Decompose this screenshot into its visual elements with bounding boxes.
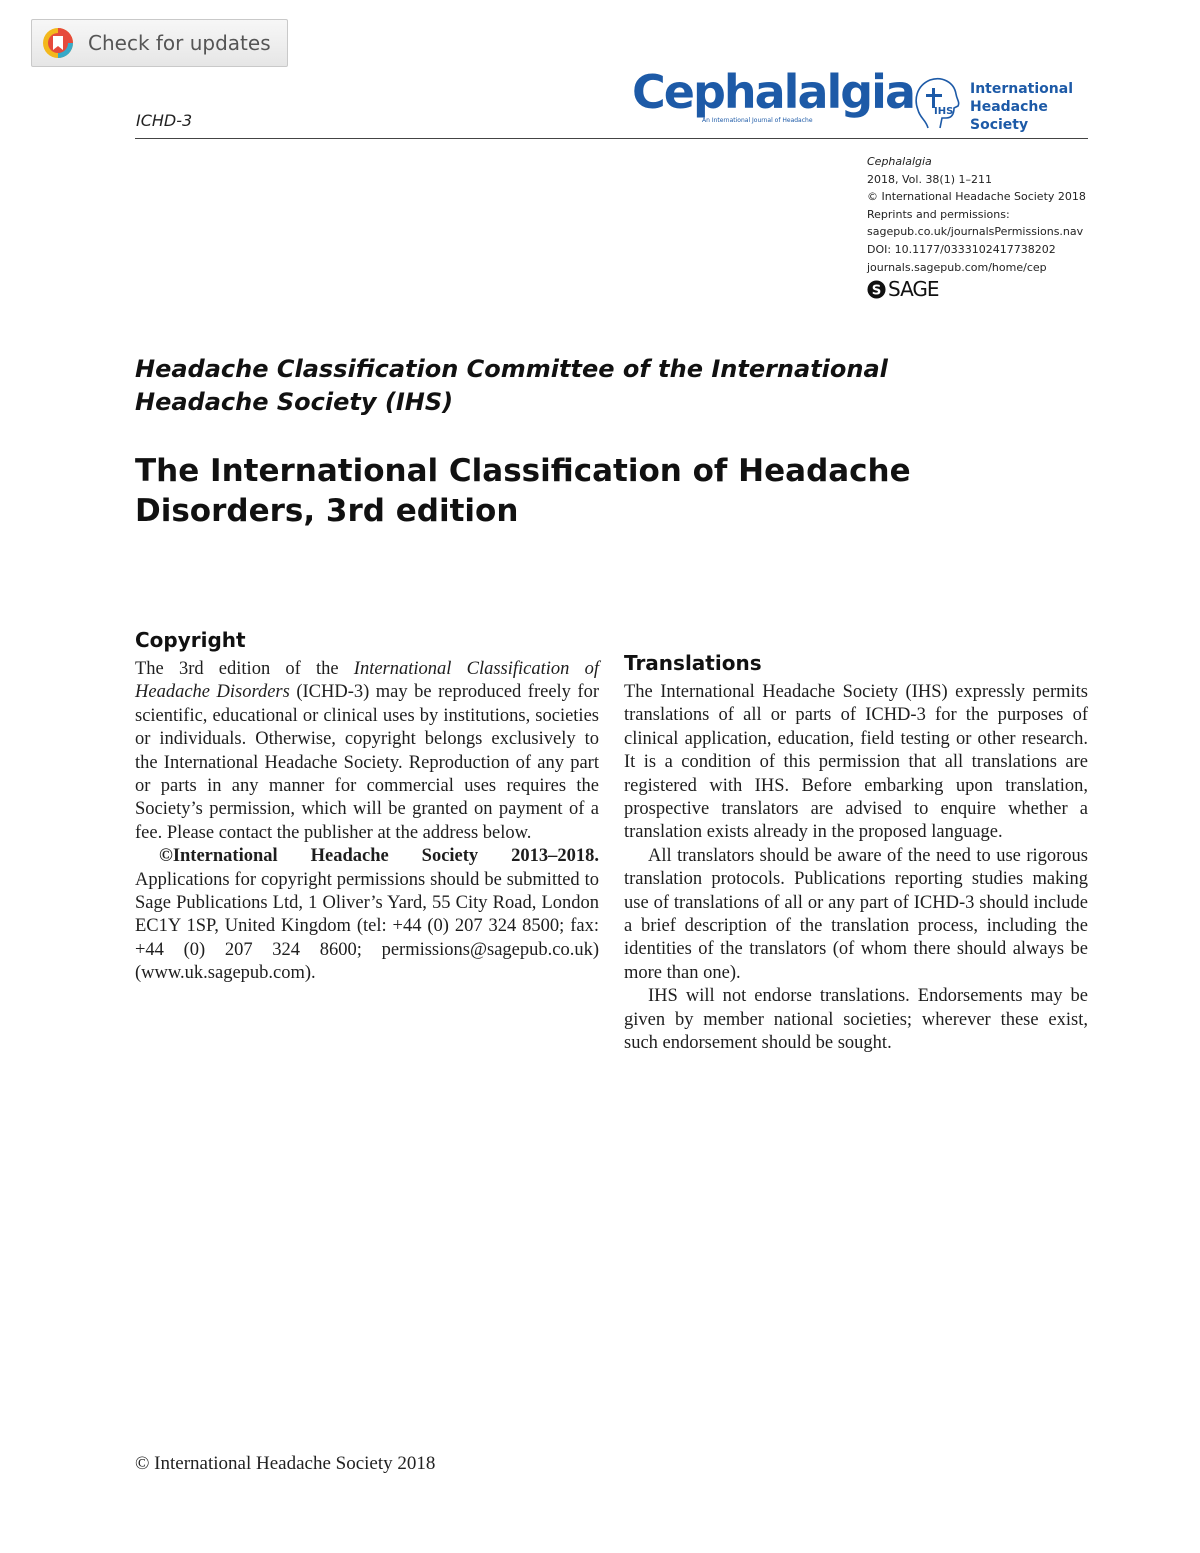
meta-journal-link[interactable]: journals.sagepub.com/home/cep — [867, 260, 1047, 274]
footer-copyright: © International Headache Society 2018 — [135, 1453, 436, 1474]
running-head: ICHD-3 — [136, 111, 193, 130]
society-name-line1: International — [970, 81, 1074, 97]
meta-copyright: © International Headache Society 2018 — [867, 190, 1086, 204]
translations-section — [624, 649, 1088, 1056]
translations-heading: Translations — [624, 651, 762, 675]
head-profile-icon — [908, 74, 964, 130]
publisher-name: SAGE — [888, 276, 939, 301]
meta-journal: Cephalalgia — [867, 155, 932, 168]
journal-subtitle: An International Journal of Headache — [702, 117, 813, 124]
society-logo — [908, 74, 1090, 132]
society-name — [970, 80, 1090, 134]
article-metadata — [867, 153, 1086, 299]
meta-doi[interactable]: DOI: 10.1177/0333102417738202 — [867, 242, 1056, 256]
translations-paragraph-1: The International Headache Society (IHS) expressly permits translations of all or parts of ICHD-3 for the purposes of clinical application, education, field testing or other research. It is a condition of this permission that all translations are registered with IHS. Before embarking upon translation, prospective translators are advised to enquire whether a translation exists already in the proposed language. — [624, 682, 1088, 843]
copyright-p2-rest: Applications for copyright permissions should be submitted to Sage Publications Ltd, 1 Oliver’s Yard, 55 City Road, London EC1Y 1SP, United Kingdom (tel: +44 (0) 207 324 8500; fax: +44 (0) 207 324 8600; permissions@sagepub.co.uk) (www.uk.sagepub.com). — [135, 869, 599, 984]
copyright-p1-start: The 3rd edition of the — [135, 659, 354, 679]
ihs-abbrev: IHS — [934, 106, 954, 117]
copyright-paragraph-1 — [135, 658, 599, 845]
svg-text:S: S — [871, 283, 882, 299]
society-name-line2: Headache Society — [970, 99, 1048, 133]
article-title: The International Classification of Headache Disorders, 3rd edition — [135, 453, 911, 529]
header-rule — [135, 138, 1088, 139]
copyright-heading: Copyright — [135, 628, 246, 652]
crossmark-icon — [42, 27, 74, 59]
check-for-updates-button[interactable] — [31, 19, 288, 67]
author-committee: Headache Classification Committee of the International Headache Society (IHS) — [135, 355, 888, 416]
copyright-p2-bold: ©International Headache Society 2013–2018. — [159, 846, 599, 867]
journal-name: Cephalalgia — [632, 65, 914, 119]
meta-permissions-link[interactable]: sagepub.co.uk/journalsPermissions.nav — [867, 225, 1084, 239]
copyright-section — [135, 626, 599, 986]
publisher-logo — [867, 276, 1086, 301]
copyright-paragraph-2 — [135, 845, 599, 985]
journal-logo — [632, 65, 914, 128]
check-for-updates-label: Check for updates — [88, 31, 271, 55]
translations-paragraph-2: All translators should be aware of the need to use rigorous translation protocols. Publications reporting studies making use of translations of all or any part of ICHD-3 should include a brief description of the translation process, including the identities of the translators (of whom there should always be more than one). — [624, 845, 1088, 983]
sage-logo-icon — [867, 280, 886, 299]
copyright-p1-italic: International Classification of Headache Disorders — [135, 659, 599, 703]
copyright-p1-end: (ICHD-3) may be reproduced freely for scientific, educational or clinical uses by institutions, societies or individuals. Otherwise, copyright belongs exclusively to the International Headache Society. Reproduction of any part or parts in any manner for commercial uses requires the Society’s permission, which will be granted on payment of a fee. Please contact the publisher at the address below. — [135, 682, 599, 843]
meta-volume: 2018, Vol. 38(1) 1–211 — [867, 172, 993, 186]
meta-reprints: Reprints and permissions: — [867, 207, 1010, 221]
translations-paragraph-3: IHS will not endorse translations. Endorsements may be given by member national societies; wherever these exist, such endorsement should be sought. — [624, 986, 1088, 1054]
